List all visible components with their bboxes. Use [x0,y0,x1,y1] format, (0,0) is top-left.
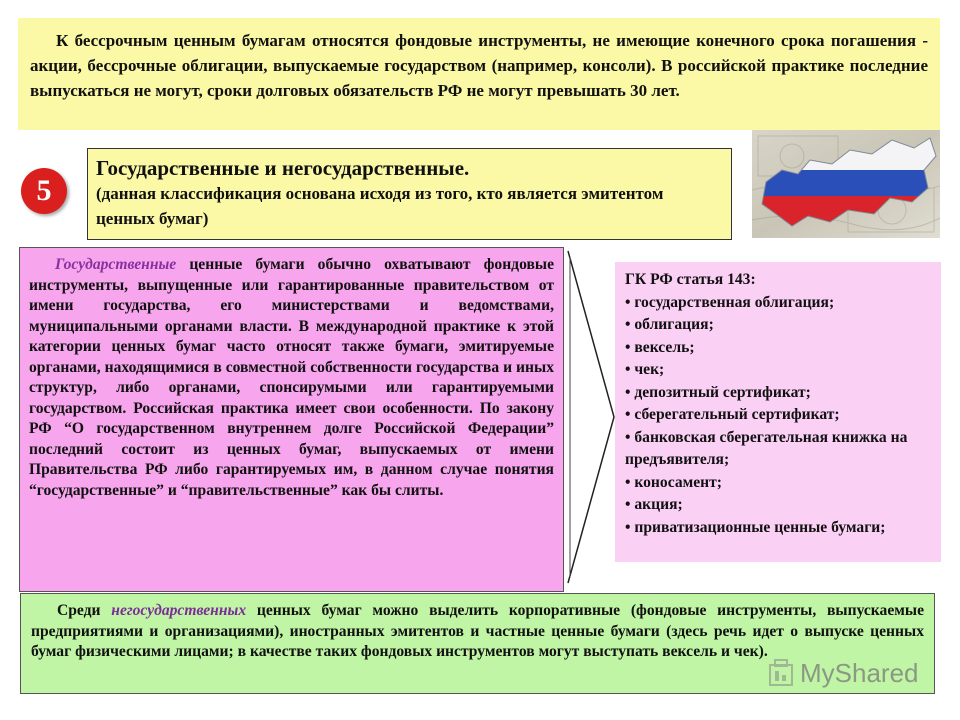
intro-text: К бессрочным ценным бумагам относятся фондовые инструменты, не имеющие конечного срока погашения - акции, бессрочные облигации, выпускаемые государством (например, консоли). В российской практике последние выпускаться не могут, сроки долговых обязательств РФ не могут превышать 30 лет. [30,31,928,100]
civil-code-item: • приватизационные ценные бумаги; [625,518,886,536]
government-text: ценные бумаги обычно охватывают фондовые инструменты, выпущенные или гарантированные правительством от имени государства, его министерствами и ведомствами, муниципальными органами власти. В международной практике к этой категории ценных бумаг часто относят также бумаги, эмитируемые органами, находящимися в совместной собственности государства и иных структур, либо органами, спонсирумыми или гарантируемыми государством. Российская практика имеет свои особенности. По закону РФ “О государственном внутреннем долге Российской Федерации” последний состоит из ценных бумаг, выпускаемых от имени Правительства РФ либо гарантируемых им, в данном случае понятия “государственные” и “правительственные” как бы слиты. [29,256,554,499]
russia-flag-map-icon [752,130,940,238]
intro-text-box [18,18,940,130]
civil-code-item: • сберегательный сертификат; [625,406,840,423]
civil-code-item: • облигация; [625,316,714,333]
civil-code-item: • вексель; [625,338,695,356]
civil-code-item: • депозитный сертификат; [625,383,811,401]
civil-code-item: • банковская сберегательная книжка на предъявителя; [625,428,908,468]
non-government-prefix: Среди [57,602,112,619]
civil-code-box [615,262,941,562]
civil-code-item: • государственная облигация; [625,293,835,311]
civil-code-heading: ГК РФ статья 143: [625,271,756,288]
watermark-text: MyShared [800,658,919,688]
classification-title: Государственные и негосударственные. [96,156,470,180]
section-number-badge: 5 [21,168,67,214]
government-securities-box [19,247,564,592]
russia-flag-map-image [752,130,940,238]
non-government-highlight: негосударственных [111,602,247,619]
non-government-text: ценных бумаг можно выделить корпоративные (фондовые инструменты, выпускаемые предприятиями и организациями), иностранных эмитентов и частные ценные бумаги (здесь речь идет о выпуске ценных бумаг физическими лицами; в качестве таких фондовых инструментов могут выступать вексель и чек). [31,602,924,660]
government-highlight: Государственные [55,256,177,273]
civil-code-item: • коносамент; [625,473,723,491]
right-arrow-icon [566,247,616,587]
classification-box [87,148,732,240]
classification-note: (данная классификация основана исходя из того, кто является эмитентом ценных бумаг) [96,184,664,228]
civil-code-item: • акция; [625,496,683,513]
civil-code-item: • чек; [625,361,665,378]
